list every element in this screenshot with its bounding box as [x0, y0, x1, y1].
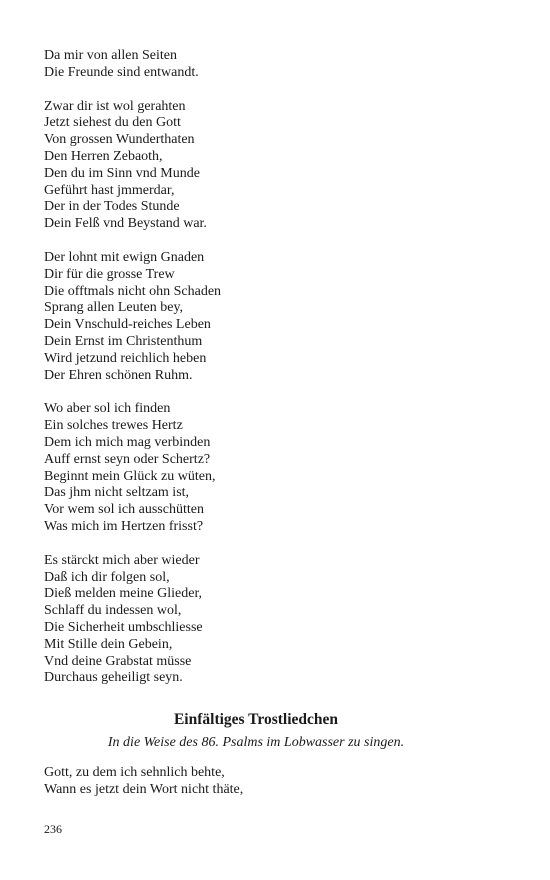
- page-content: [44, 48, 514, 799]
- verse-line: Gott, zu dem ich sehnlich behte,: [44, 765, 225, 781]
- verse-line: Den du im Sinn vnd Munde: [44, 165, 200, 181]
- verse-line: Mit Stille dein Gebein,: [44, 636, 173, 652]
- verse-line: Daß ich dir folgen sol,: [44, 569, 170, 585]
- verse-line: Das jhm nicht seltzam ist,: [44, 485, 190, 501]
- verse-line: Dein Felß vnd Beystand war.: [44, 216, 207, 232]
- verse-line: Ein solches trewes Hertz: [44, 418, 183, 434]
- verse-line: Dein Ernst im Christenthum: [44, 333, 203, 349]
- stanza-new-poem: [44, 765, 514, 799]
- verse-line: Den Herren Zebaoth,: [44, 148, 163, 164]
- verse-line: Die offtmals nicht ohn Schaden: [44, 283, 222, 299]
- stanza-2: [44, 99, 514, 233]
- verse-line: Geführt hast jmmerdar,: [44, 182, 175, 198]
- verse-line: Es stärckt mich aber wieder: [44, 552, 200, 568]
- verse-line: Wird jetzund reichlich heben: [44, 350, 207, 366]
- verse-line: Dein Vnschuld-reiches Leben: [44, 317, 211, 333]
- poem-subtitle: In die Weise des 86. Psalms im Lobwasser zu singen.: [107, 735, 405, 751]
- verse-line: Schlaff du indessen wol,: [44, 603, 182, 619]
- stanza-1: [44, 48, 514, 82]
- page-number: 236: [44, 822, 62, 836]
- verse-line: Wann es jetzt dein Wort nicht thäte,: [44, 781, 244, 797]
- verse-line: Dem ich mich mag verbinden: [44, 434, 211, 450]
- verse-line: Beginnt mein Glück zu wüten,: [44, 468, 216, 484]
- stanza-3: [44, 250, 514, 384]
- verse-line: Da mir von allen Seiten: [44, 48, 177, 63]
- verse-line: Auff ernst seyn oder Schertz?: [44, 451, 211, 467]
- verse-line: Sprang allen Leuten bey,: [44, 300, 184, 316]
- stanza-5: [44, 553, 514, 687]
- verse-line: Der lohnt mit ewign Gnaden: [44, 249, 205, 265]
- verse-line: Von grossen Wunderthaten: [44, 132, 195, 148]
- verse-line: Dir für die grosse Trew: [44, 266, 175, 282]
- verse-line: Was mich im Hertzen frisst?: [44, 518, 204, 534]
- verse-line: Der Ehren schönen Ruhm.: [44, 367, 193, 383]
- verse-line: Wo aber sol ich finden: [44, 401, 171, 417]
- verse-line: Die Sicherheit umbschliesse: [44, 619, 203, 635]
- verse-line: Der in der Todes Stunde: [44, 199, 180, 215]
- verse-line: Vnd deine Grabstat müsse: [44, 653, 192, 669]
- verse-line: Die Freunde sind entwandt.: [44, 64, 199, 80]
- verse-line: Jetzt siehest du den Gott: [44, 115, 181, 131]
- verse-line: Vor wem sol ich ausschütten: [44, 502, 204, 518]
- verse-line: Zwar dir ist wol gerahten: [44, 98, 186, 114]
- verse-line: Dieß melden meine Glieder,: [44, 586, 203, 602]
- stanza-4: [44, 401, 514, 535]
- verse-line: Durchaus geheiligt seyn.: [44, 670, 183, 686]
- poem-title: Einfältiges Trostliedchen: [173, 711, 339, 729]
